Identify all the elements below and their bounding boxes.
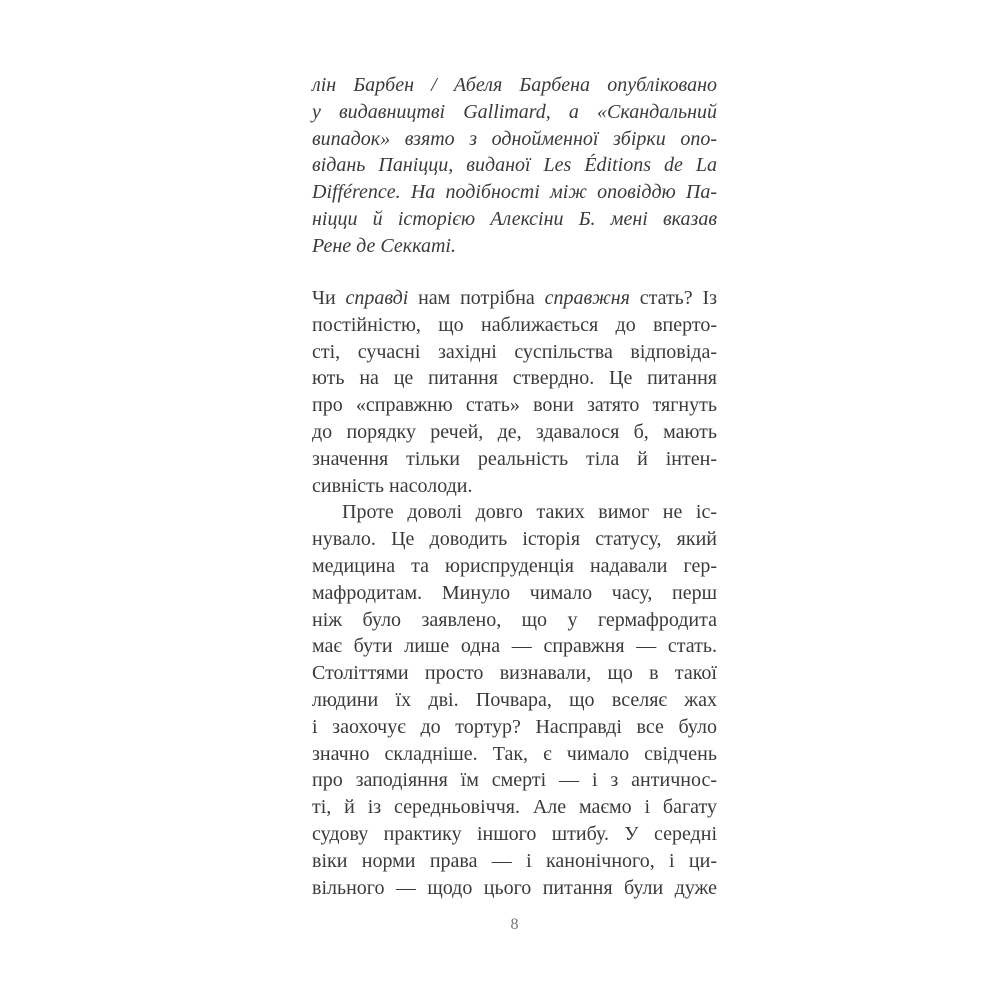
body-text [312, 285, 717, 901]
text-line: сті, сучасні західні суспільства відповіда- [312, 340, 717, 363]
text-line: судову практику іншого штибу. У середні [312, 822, 717, 845]
text-line: Проте доволі довго таких вимог не іс- [342, 501, 717, 524]
text-line: ніж було заявлено, що у гермафродита [312, 608, 717, 631]
page-number: 8 [510, 916, 519, 933]
text-line: медицина та юриспруденція надавали гер- [312, 554, 717, 577]
text-line: Чи справді нам потрібна справжня стать? Із [312, 287, 717, 309]
text-line: лін Барбен / Абеля Барбена опубліковано [312, 74, 717, 96]
text-line: Століттями просто визнавали, що в такої [312, 662, 717, 685]
paragraph-1 [312, 285, 717, 499]
text-line: випадок» взято з однойменної збірки опо- [312, 127, 717, 150]
text-line: про «справжню стать» вони затято тягнуть [312, 394, 717, 417]
text-line: Рене де Секкаті. [312, 234, 456, 257]
text-line: і заохочує до тортур? Насправді все було [312, 715, 717, 738]
text-line: постійністю, що наближається до вперто- [312, 313, 717, 336]
text-line: ніцци й історією Алексіни Б. мені вказав [312, 207, 717, 230]
text-line: має бути лише одна — справжня — стать. [312, 635, 717, 658]
text-line: сивність насолоди. [312, 474, 473, 497]
text-line: значно складніше. Так, є чимало свідчень [312, 742, 717, 765]
text-line: Différence. На подібності між оповіддю Па- [312, 181, 717, 204]
text-line: вільного — щодо цього питання були дуже [312, 876, 717, 899]
page-footer [312, 916, 717, 934]
text-line: віки норми права — і канонічного, і ци- [312, 849, 717, 872]
text-line: відань Паніцци, виданої Les Éditions de La [312, 154, 717, 177]
epigraph-block [312, 72, 717, 260]
text-line: значення тільки реальність тіла й інтен- [312, 447, 717, 470]
text-line: до порядку речей, де, здавалося б, мають [312, 420, 717, 443]
text-line: про заподіяння їм смерті — і з античнос- [312, 769, 717, 792]
text-line: нувало. Це доводить історія статусу, який [312, 528, 717, 551]
paragraph-2 [312, 499, 717, 901]
text-line: ті, й із середньовіччя. Але маємо і багату [312, 796, 717, 819]
text-line: у видавництві Gallimard, а «Скандальний [312, 100, 717, 123]
text-line: мафродитам. Минуло чимало часу, перш [312, 581, 717, 604]
text-line: людини їх дві. Почвара, що вселяє жах [312, 688, 717, 711]
text-line: ють на це питання ствердно. Це питання [312, 367, 717, 390]
